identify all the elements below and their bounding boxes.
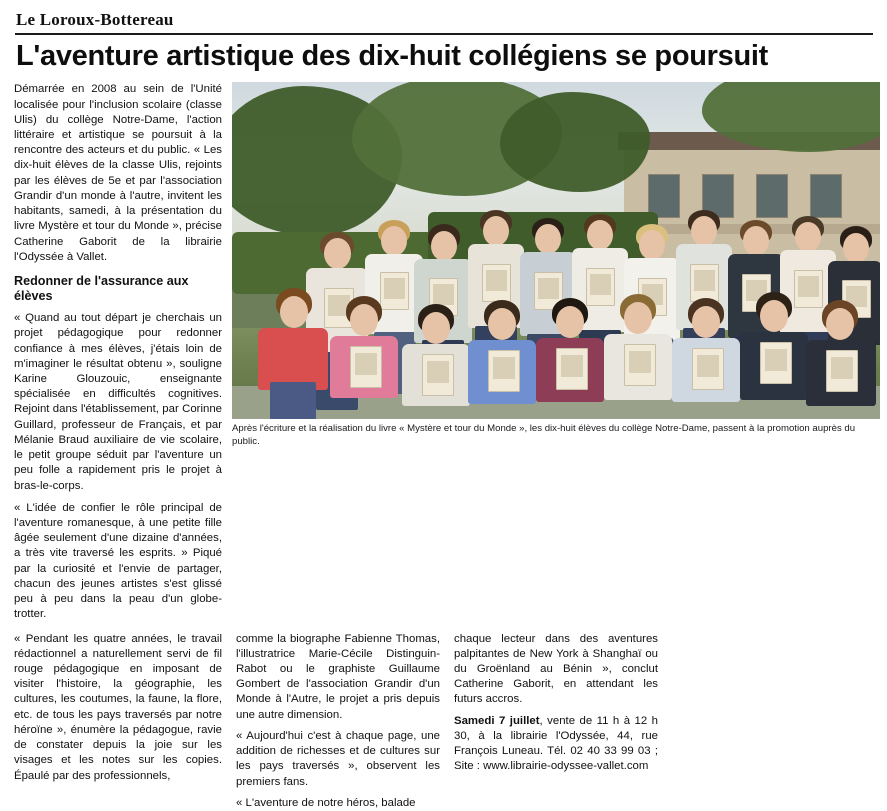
page-title: L'aventure artistique des dix-huit collégiens se poursuit [16, 40, 769, 72]
photo-caption: Après l'écriture et la réalisation du livre « Mystère et tour du Monde », les dix-huit élèves du collège Notre-Dame, passent à la promotion auprès du public. [232, 423, 856, 447]
paragraph: chaque lecteur dans des aventures palpitantes de New York à Shanghaï ou du Groënland au Bénin », conclut Catherine Gaborit, en attendant les futurs accros. [454, 632, 658, 706]
paragraph: comme la biographe Fabienne Thomas, l'illustratrice Marie-Cécile Distinguin-Rabot ou le graphiste Guillaume Gombert de l'association Grandir d'un Monde à l'Autre, le projet a pris depuis une autre dimension. [236, 632, 440, 721]
practical-info [454, 714, 658, 775]
group-photo-students [232, 82, 880, 419]
body-column-1 [14, 632, 222, 811]
photo-window [810, 174, 842, 218]
paragraph: « L'aventure de notre héros, balade [236, 796, 416, 809]
paragraph: « Aujourd'hui c'est à chaque page, une addition de richesses et de cultures sur les pays traversés », observent les premiers fans. [236, 729, 440, 788]
kicker-locality: Le Loroux-Bottereau [16, 10, 174, 29]
bottom-section [14, 632, 875, 811]
intro-paragraph-2: « Quand au tout départ je cherchais un projet pédagogique pour redonner confiance à mes élèves, j'étais loin de m'imaginer le résultat obtenu », souligne Karine Glouzouic, enseignante spécialisée en difficultés cognitives. Rejoint dans l'établissement, par Corinne Guillard, professeur de Français, et par Mélanie Braud auxiliaire de vie scolaire, le petit groupe séduit par l'aventure un peu folle a rapidement pris le projet à bras-le-corps. [14, 312, 222, 492]
practical-info-label: Samedi 7 juillet [454, 714, 540, 727]
intro-paragraph: Démarrée en 2008 au sein de l'Unité localisée pour l'inclusion scolaire (classe Ulis) du collège Notre-Dame, l'action littéraire et artistique se poursuit à la rencontre des acteurs et du public. « Les dix-huit élèves de la classe Ulis, rejoints par les élèves de 5e et par l'association Grandir d'un monde à l'autre, invitent les habitants, samedi, à la présentation du livre Mystère et tour du Monde », précise Catherine Gaborit de la librairie l'Odyssée à Vallet. [14, 83, 222, 263]
photo-block [232, 82, 880, 448]
photo-window [756, 174, 788, 218]
top-section [14, 82, 875, 622]
intro-paragraph-3: « L'idée de confier le rôle principal de l'aventure romanesque, à une petite fille âgée seulement d'une dizaine d'années, a très vite traversé les esprits. » Piqué par la curiosité et l'envie de partager, chacun des jeunes artistes s'est glissé peu à peu dans la peau d'un globe-trotter. [14, 501, 222, 621]
body-column-2 [236, 632, 440, 811]
practical-info-text: , vente de 11 h à 12 h 30, à la librairie l'Odyssée, 44, rue François Luneau. Tél. 02 40 33 99 03 ; Site : www.librairie-odyssee-vallet.com [454, 714, 658, 773]
subheading: Redonner de l'assurance aux élèves [14, 273, 189, 304]
photo-tree [500, 92, 650, 192]
paragraph: « Pendant les quatre années, le travail rédactionnel a naturellement servi de fil rouge pédagogique en imposant de visiter l'histoire, la géographie, les cultures, les coutumes, la faune, la flore, etc. de tous les pays traversés par notre héroïne », énumère la pédagogue, ravie de constater depuis la joie sur les visages et les notes sur les copies. Épaulé par des professionnels, [14, 632, 222, 782]
intro-column [14, 82, 222, 622]
header-divider [15, 33, 873, 35]
body-column-3 [454, 632, 658, 811]
